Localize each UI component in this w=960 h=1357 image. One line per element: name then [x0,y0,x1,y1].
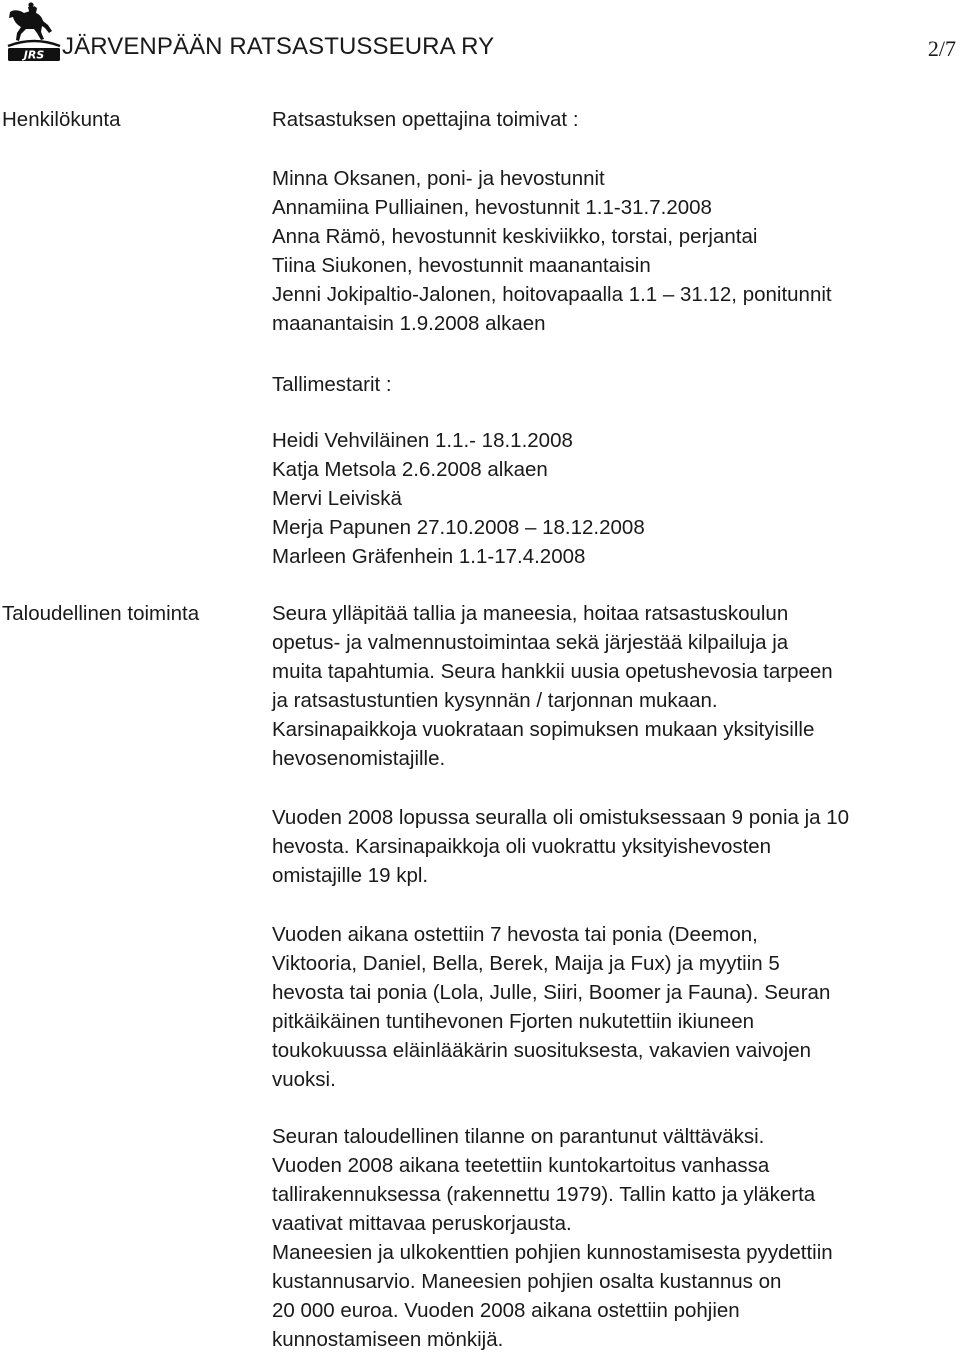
section-label-talous: Taloudellinen toiminta [2,602,200,625]
teachers-list [272,164,952,338]
paragraph-line: Karsinapaikkoja vuokrataan sopimuksen mukaan yksityisille [272,718,815,741]
paragraph-line: hevosta tai ponia (Lola, Julle, Siiri, Boomer ja Fauna). Seuran [272,981,831,1004]
stable-master-line: Mervi Leiviskä [272,487,402,510]
paragraph-line: kunnostamiseen mönkijä. [272,1328,504,1351]
stable-masters-heading: Tallimestarit : [272,373,392,396]
stable-master-line: Marleen Gräfenhein 1.1-17.4.2008 [272,545,586,568]
paragraph-line: Maneesien ja ulkokenttien pohjien kunnostamisesta pyydettiin [272,1241,833,1264]
stable-heading-block [272,370,952,399]
teacher-line: Anna Rämö, hevostunnit keskiviikko, torstai, perjantai [272,225,758,248]
paragraph-1 [272,599,952,773]
paragraph-line: Viktooria, Daniel, Bella, Berek, Maija ja Fux) ja myytiin 5 [272,952,780,975]
logo-text: JRS [23,48,45,62]
teacher-line: Tiina Siukonen, hevostunnit maanantaisin [272,254,651,277]
section-label-henkilokunta: Henkilökunta [2,108,121,131]
stable-master-line: Merja Papunen 27.10.2008 – 18.12.2008 [272,516,645,539]
paragraph-line: Seuran taloudellinen tilanne on parantunut välttäväksi. [272,1125,765,1148]
teachers-heading: Ratsastuksen opettajina toimivat : [272,108,579,131]
teacher-line: Minna Oksanen, poni- ja hevostunnit [272,167,605,190]
page-number: 2/7 [927,36,956,61]
paragraph-line: hevosta. Karsinapaikkoja oli vuokrattu yksityishevosten [272,835,772,858]
paragraph-line: Seura ylläpitää tallia ja maneesia, hoitaa ratsastuskoulun [272,602,789,625]
club-logo-icon [6,2,62,62]
paragraph-line: Vuoden aikana ostettiin 7 hevosta tai ponia (Deemon, [272,923,758,946]
paragraph-line: vuoksi. [272,1068,336,1091]
paragraph-2 [272,803,952,890]
stable-masters-list [272,426,952,571]
paragraph-line: 20 000 euroa. Vuoden 2008 aikana ostettiin pohjien [272,1299,740,1322]
paragraph-line: Vuoden 2008 aikana teetettiin kuntokartoitus vanhassa [272,1154,770,1177]
paragraph-3 [272,920,952,1094]
paragraph-line: toukokuussa eläinlääkärin suosituksesta, vakavien vaivojen [272,1039,812,1062]
paragraph-line: kustannusarvio. Maneesien pohjien osalta kustannus on [272,1270,782,1293]
paragraph-line: tallirakennuksessa (rakennettu 1979). Tallin katto ja yläkerta [272,1183,816,1206]
paragraph-line: vaativat mittavaa peruskorjausta. [272,1212,572,1235]
organization-name: JÄRVENPÄÄN RATSASTUSSEURA RY [62,33,495,60]
teacher-line: Jenni Jokipaltio-Jalonen, hoitovapaalla 1.1 – 31.12, ponitunnit [272,283,832,306]
paragraph-line: omistajille 19 kpl. [272,864,429,887]
page-header [6,2,956,64]
paragraph-line: Vuoden 2008 lopussa seuralla oli omistuksessaan 9 ponia ja 10 [272,806,850,829]
teacher-line: Annamiina Pulliainen, hevostunnit 1.1-31.7.2008 [272,196,712,219]
paragraph-line: ja ratsastustuntien kysynnän / tarjonnan mukaan. [272,689,718,712]
stable-master-line: Katja Metsola 2.6.2008 alkaen [272,458,548,481]
stable-master-line: Heidi Vehviläinen 1.1.- 18.1.2008 [272,429,573,452]
paragraph-line: pitkäikäinen tuntihevonen Fjorten nukutettiin ikiuneen [272,1010,755,1033]
paragraph-line: muita tapahtumia. Seura hankkii uusia opetushevosia tarpeen [272,660,833,683]
paragraph-4 [272,1122,952,1354]
paragraph-line: opetus- ja valmennustoimintaa sekä järjestää kilpailuja ja [272,631,789,654]
teacher-line: maanantaisin 1.9.2008 alkaen [272,312,546,335]
teachers-heading-block [272,105,952,134]
paragraph-line: hevosenomistajille. [272,747,446,770]
